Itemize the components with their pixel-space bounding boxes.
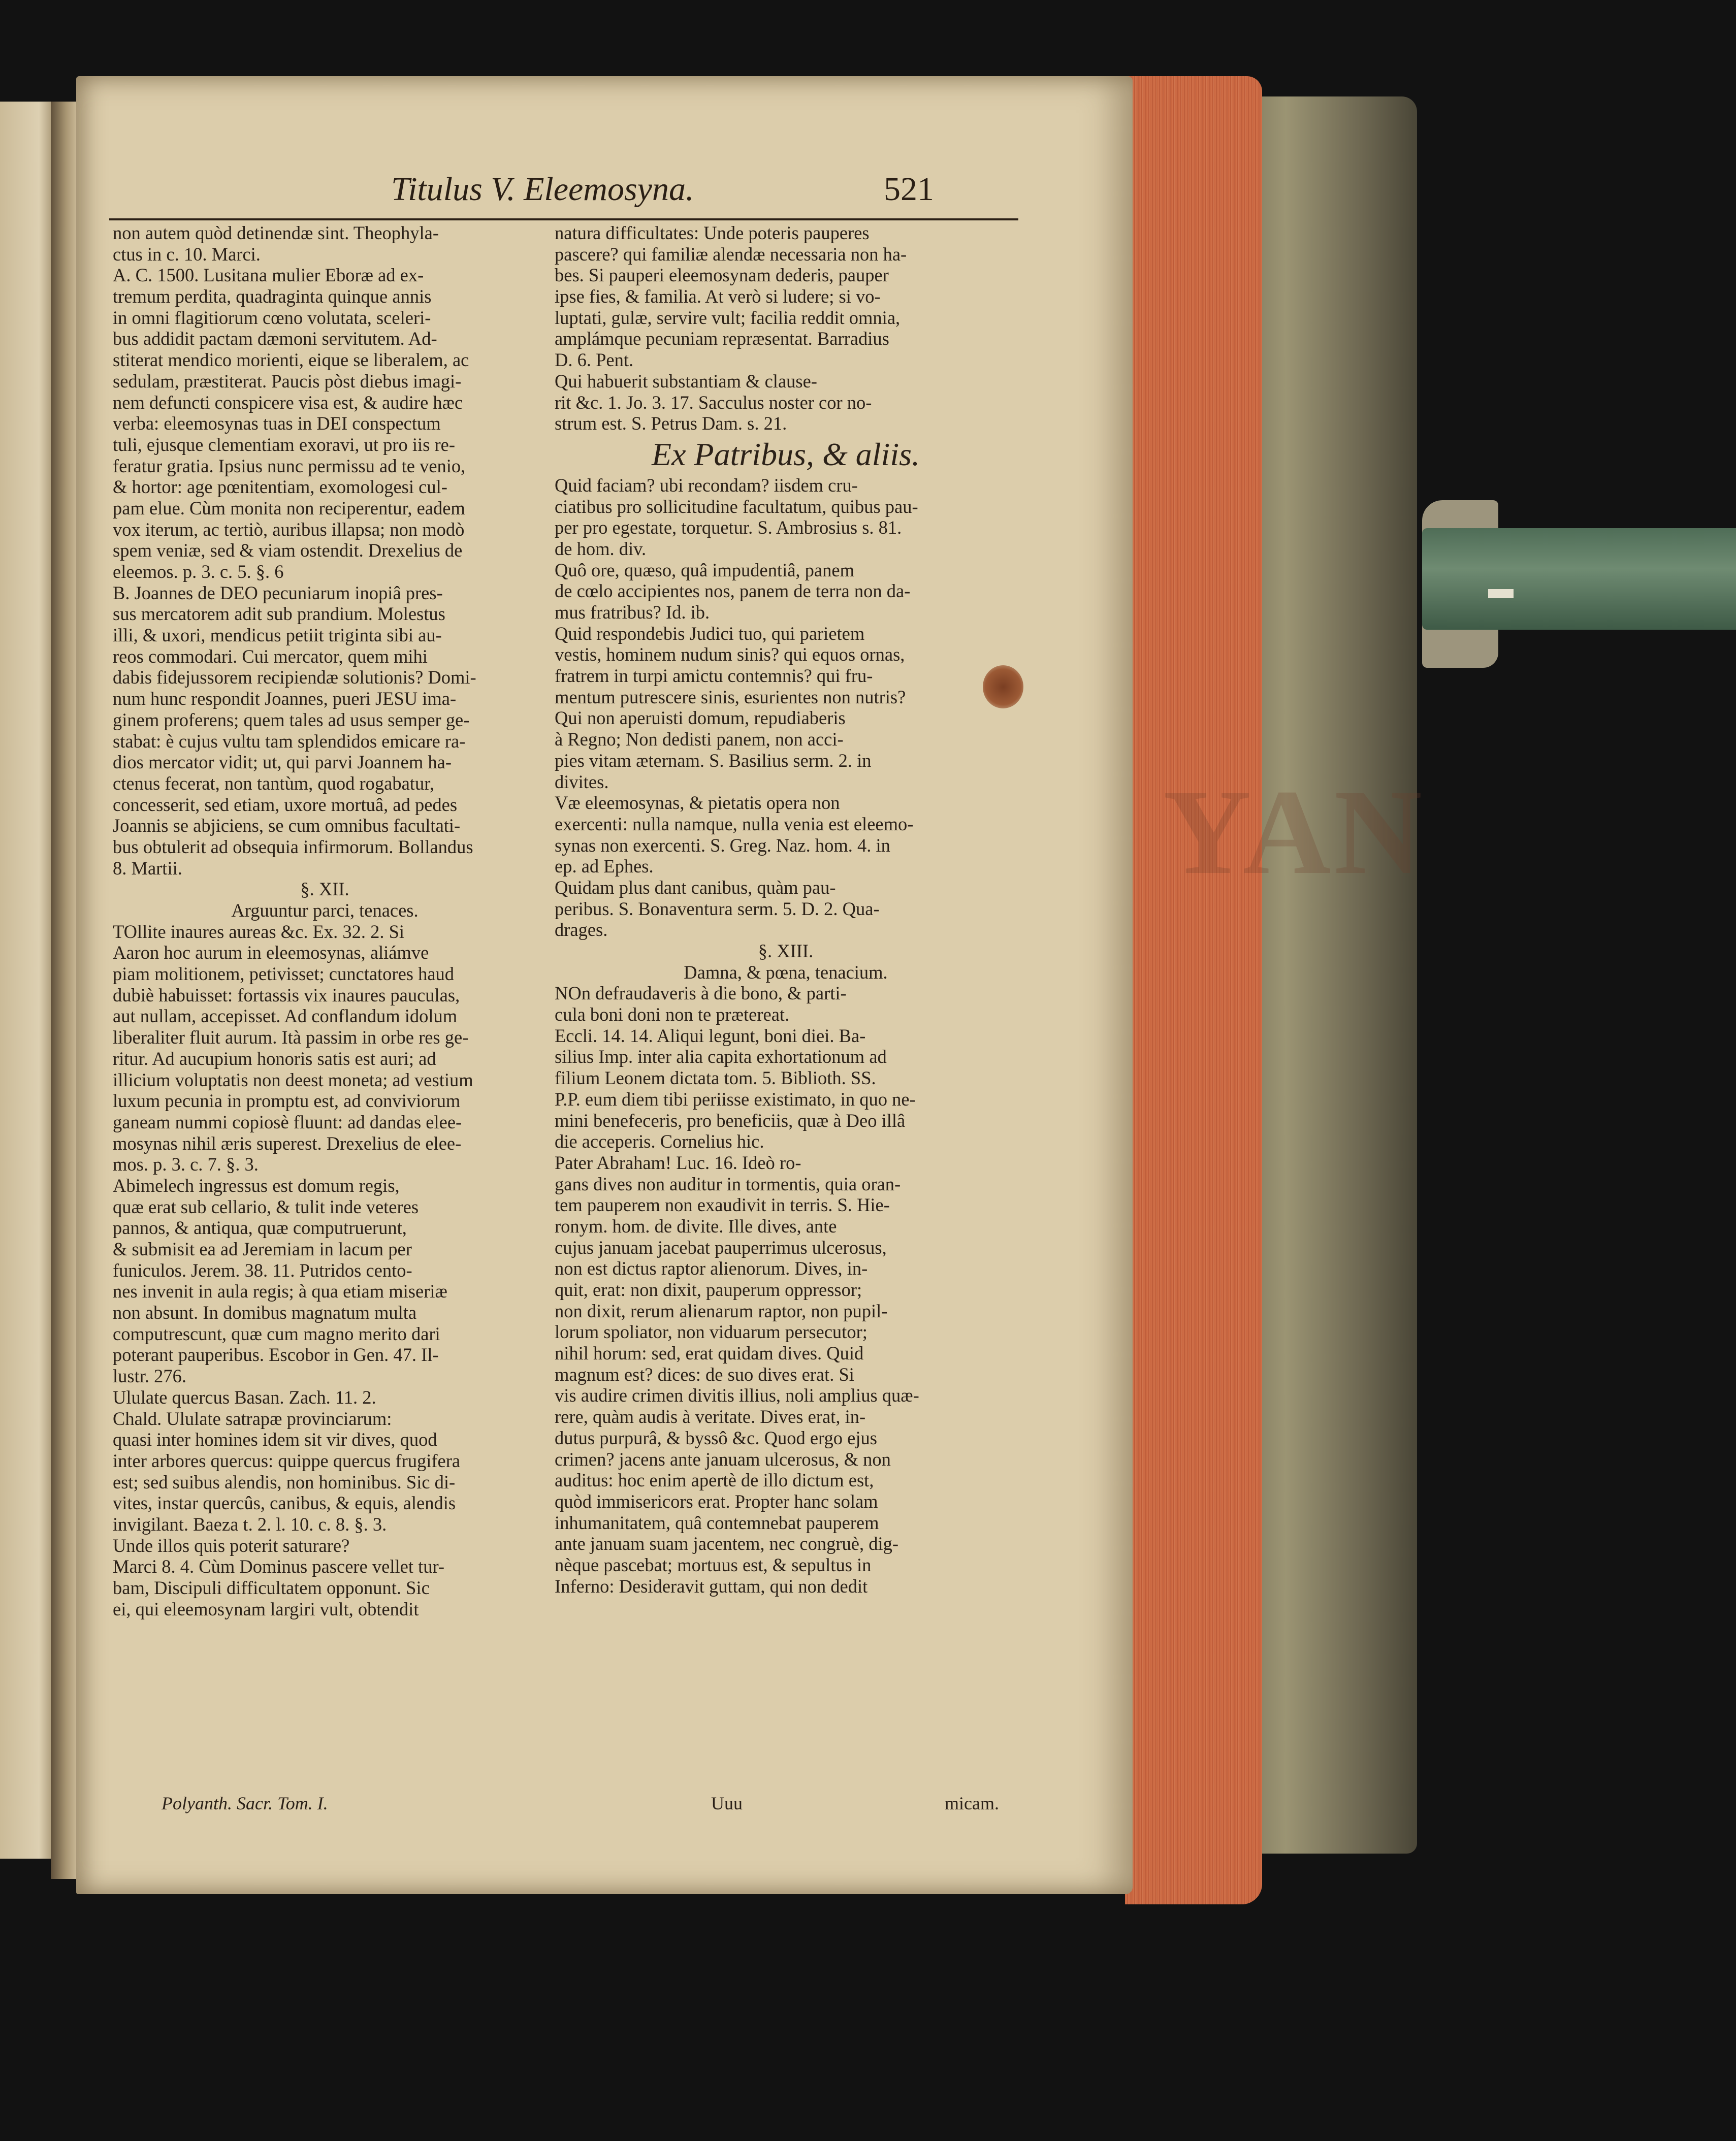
text-line: B. Joannes de DEO pecuniarum inopiâ pres- (113, 582, 443, 603)
catchword: micam. (945, 1793, 999, 1813)
text-line: sedulam, præstiterat. Paucis pòst diebus imagi- (113, 370, 462, 392)
text-line: Ululate quercus Basan. Zach. 11. 2. (113, 1386, 376, 1408)
text-line: Aaron hoc aurum in eleemosynas, aliámve (113, 942, 429, 963)
text-line: spem veniæ, sed & viam ostendit. Drexelius de (113, 540, 463, 561)
text-line: de hom. div. (555, 538, 647, 559)
text-line: luxum pecunia in promptu est, ad conviviorum (113, 1090, 461, 1112)
text-line: gans dives non auditur in tormentis, quia oran- (555, 1173, 901, 1194)
text-line: Arguuntur parci, tenaces. (231, 900, 419, 921)
text-line: in omni flagitiorum cœno volutata, sceleri- (113, 307, 431, 328)
text-line: inter arbores quercus: quippe quercus frugifera (113, 1450, 461, 1471)
text-line: natura difficultates: Unde poteris pauperes (555, 222, 870, 243)
text-line: & submisit ea ad Jeremiam in lacum per (113, 1239, 412, 1259)
text-line: vis audire crimen divitis illius, noli amplius quæ- (555, 1385, 919, 1406)
text-line: filium Leonem dictata tom. 5. Biblioth. SS. (555, 1067, 876, 1089)
text-line: P.P. eum diem tibi periisse existimato, in quo ne- (555, 1088, 916, 1110)
text-line: Quidam plus dant canibus, quàm pau- (555, 877, 836, 898)
text-line: Pater Abraham! Luc. 16. Ideò ro- (555, 1152, 801, 1173)
text-line: ciatibus pro sollicitudine facultatum, quibus pau- (555, 496, 918, 517)
facing-page-edge (0, 102, 56, 1859)
text-line: stiterat mendico morienti, eique se liberalem, ac (113, 349, 469, 371)
text-line: magnum est? dices: de suo dives erat. Si (555, 1364, 854, 1385)
text-line: dabis fidejussorem recipiendæ solutionis? Domi- (113, 667, 476, 688)
text-line: Joannis se abjiciens, se cum omnibus facultati- (113, 815, 461, 836)
red-fore-edge (1125, 76, 1262, 1904)
text-line: ante januam suam jacentem, nec congruè, dig- (555, 1533, 898, 1554)
text-line: pies vitam æternam. S. Basilius serm. 2. in (555, 750, 872, 771)
text-line: funiculos. Jerem. 38. 11. Putridos cento- (113, 1259, 412, 1281)
text-line: invigilant. Baeza t. 2. l. 10. c. 8. §. 3. (113, 1513, 387, 1535)
brass-clasp (1422, 528, 1736, 630)
text-line: ctus in c. 10. Marci. (113, 243, 261, 265)
text-line: crimen? jacens ante januam ulcerosus, & non (555, 1448, 891, 1470)
text-line: Quid respondebis Judici tuo, qui parietem (555, 623, 865, 644)
text-line: quæ erat sub cellario, & tulit inde veteres (113, 1196, 419, 1217)
text-line: divites. (555, 771, 609, 792)
text-line: mentum putrescere sinis, esurientes non nutris? (555, 686, 906, 707)
text-line: ronym. hom. de divite. Ille dives, ante (555, 1215, 837, 1237)
clasp-hole (1488, 589, 1514, 598)
text-line: fratrem in turpi amictu contemnis? qui fru- (555, 665, 873, 687)
text-line: illicium voluptatis non deest moneta; ad vestium (113, 1069, 473, 1090)
text-line: dutus purpurâ, & byssô &c. Quod ergo ejus (555, 1427, 877, 1448)
text-line: inhumanitatem, quâ contemnebat pauperem (555, 1512, 879, 1533)
text-line: NOn defraudaveris à die bono, & parti- (555, 983, 847, 1004)
text-line: dios mercator vidit; ut, qui parvi Joannem ha- (113, 752, 452, 773)
text-line: ritur. Ad aucupium honoris satis est auri; ad (113, 1048, 436, 1069)
text-line: nes invenit in aula regis; à qua etiam miseriæ (113, 1281, 447, 1302)
text-line: illi, & uxori, mendicus petiit triginta sibi au- (113, 625, 442, 646)
text-line: stabat: è cujus vultu tam splendidos emicare ra- (113, 730, 466, 752)
text-line: non autem quòd detinendæ sint. Theophyla- (113, 222, 439, 243)
text-line: Eccli. 14. 14. Aliqui legunt, boni diei. Ba- (555, 1025, 866, 1046)
page-number: 521 (884, 171, 934, 208)
text-line: ganeam nummi copiosè fluunt: ad dandas elee- (113, 1111, 462, 1132)
text-line: vites, instar quercûs, canibus, & equis, alendis (113, 1493, 456, 1514)
text-line: rere, quàm audis à veritate. Dives erat, in- (555, 1406, 866, 1428)
text-line: ctenus fecerat, non tantùm, quod rogabatur, (113, 772, 435, 794)
text-line: strum est. S. Petrus Dam. s. 21. (555, 413, 787, 434)
text-line: computrescunt, quæ cum magno merito dari (113, 1323, 440, 1344)
text-line: piam molitionem, petivisset; cunctatores haud (113, 963, 455, 985)
text-line: mus fratribus? Id. ib. (555, 602, 710, 623)
text-line: tem pauperem non exaudivit in terris. S. Hie- (555, 1194, 890, 1216)
text-line: pannos, & antiqua, quæ computruerunt, (113, 1217, 407, 1239)
text-line: exercenti: nulla namque, nulla venia est eleemo- (555, 813, 914, 834)
signature-mark: Uuu (711, 1793, 743, 1813)
text-line: non est dictus raptor alienorum. Dives, in- (555, 1258, 868, 1279)
text-line: ei, qui eleemosynam largiri vult, obtendit (113, 1598, 419, 1619)
text-line: 8. Martii. (113, 857, 182, 879)
text-line: dubiè habuisset: fortassis vix inaures pauculas, (113, 984, 460, 1005)
text-line: per pro egestate, torquetur. S. Ambrosius s. 81. (555, 517, 902, 538)
text-line: liberaliter fluit aurum. Ità passim in orbe res ge- (113, 1027, 469, 1048)
footer-volume-line: Polyanth. Sacr. Tom. I. (162, 1793, 328, 1813)
text-line: mini benefeceris, pro beneficiis, quæ à Deo illâ (555, 1110, 906, 1131)
text-line: sus mercatorem adit sub prandium. Molestus (113, 603, 445, 625)
text-line: TOllite inaures aureas &c. Ex. 32. 2. Si (113, 921, 405, 942)
text-line: nem defuncti conspicere visa est, & audire hæc (113, 392, 463, 413)
text-line: ep. ad Ephes. (555, 856, 654, 877)
text-line: tremum perdita, quadraginta quinque annis (113, 286, 432, 307)
text-line: Marci 8. 4. Cùm Dominus pascere vellet tur- (113, 1556, 445, 1577)
text-line: Inferno: Desideravit guttam, qui non dedit (555, 1575, 868, 1597)
text-line: auditus: hoc enim apertè de illo dictum est, (555, 1470, 874, 1491)
text-line: amplámque pecuniam repræsentat. Barradius (555, 328, 889, 349)
text-line: cujus januam jacebat pauperrimus ulcerosus, (555, 1237, 887, 1258)
text-line: vox iterum, ac tertiò, auribus illapsa; non modò (113, 518, 465, 540)
text-line: synas non exercenti. S. Greg. Naz. hom. 4. in (555, 834, 890, 856)
text-line: Unde illos quis poterit saturare? (113, 1535, 350, 1556)
running-header: Titulus V. Eleemosyna. (391, 171, 694, 208)
text-line: Væ eleemosynas, & pietatis opera non (555, 792, 840, 814)
offset-ghost-letters: YAN (1163, 764, 1425, 899)
text-line: bam, Discipuli difficultatem opponunt. Sic (113, 1577, 430, 1598)
text-line: ginem proferens; quem tales ad usus semper ge- (113, 709, 470, 730)
header-rule (109, 218, 1018, 220)
text-line: luptati, gulæ, servire vult; facilia reddit omnia, (555, 307, 901, 328)
text-line: bes. Si pauperi eleemosynam dederis, pauper (555, 265, 889, 286)
text-line: drages. (555, 919, 608, 940)
text-column-left (113, 222, 537, 1619)
text-line: quit, erat: non dixit, pauperum oppressor; (555, 1279, 862, 1300)
text-line: pascere? qui familiæ alendæ necessaria non ha- (555, 243, 907, 265)
text-line: Damna, & pœna, tenacium. (684, 961, 888, 983)
text-line: eleemos. p. 3. c. 5. §. 6 (113, 561, 284, 582)
text-line: reos commodari. Cui mercator, quem mihi (113, 645, 428, 667)
text-line: verba: eleemosynas tuas in DEI conspectum (113, 413, 441, 434)
text-line: Chald. Ululate satrapæ provinciarum: (113, 1408, 392, 1429)
text-line: Qui habuerit substantiam & clause- (555, 370, 817, 392)
text-line: vestis, hominem nudum sinis? qui equos ornas, (555, 644, 905, 665)
text-line: Qui non aperuisti domum, repudiaberis (555, 707, 846, 729)
text-line: Quô ore, quæso, quâ impudentiâ, panem (555, 559, 854, 580)
text-line: lorum spoliator, non viduarum persecutor; (555, 1321, 867, 1343)
text-line: de cœlo accipientes nos, panem de terra non da- (555, 580, 911, 602)
text-line: quòd immisericors erat. Propter hanc solam (555, 1490, 878, 1512)
text-line: D. 6. Pent. (555, 349, 634, 371)
text-line: aut nullam, accepisset. Ad conflandum idolum (113, 1005, 458, 1027)
text-line: rit &c. 1. Jo. 3. 17. Sacculus noster cor no- (555, 392, 872, 413)
text-line: non absunt. In domibus magnatum multa (113, 1302, 417, 1323)
text-line: die acceperis. Cornelius hic. (555, 1131, 764, 1152)
text-line: A. C. 1500. Lusitana mulier Eboræ ad ex- (113, 265, 424, 286)
text-line: cula boni doni non te prætereat. (555, 1004, 790, 1025)
text-line: poterant pauperibus. Escobor in Gen. 47. Il- (113, 1344, 439, 1366)
text-line: concesserit, sed etiam, uxore mortuâ, ad pedes (113, 794, 458, 815)
text-line: bus addidit pactam dæmoni servitutem. Ad- (113, 328, 437, 349)
text-line: Abimelech ingressus est domum regis, (113, 1175, 400, 1196)
text-line: lustr. 276. (113, 1366, 187, 1387)
text-line: tuli, ejusque clementiam exoravi, ut pro iis re- (113, 434, 456, 455)
text-line: bus obtulerit ad obsequia infirmorum. Bollandus (113, 836, 473, 857)
text-line: nihil horum: sed, erat quidam dives. Quid (555, 1343, 864, 1364)
text-line: num hunc respondit Joannes, pueri JESU ima- (113, 688, 457, 709)
text-line: quasi inter homines idem sit vir dives, quod (113, 1429, 437, 1450)
text-line: nèque pascebat; mortuus est, & sepultus in (555, 1554, 872, 1575)
text-line: ipse fies, & familia. At verò si ludere; si vo- (555, 286, 881, 307)
text-line: peribus. S. Bonaventura serm. 5. D. 2. Qua- (555, 898, 880, 919)
text-line: non dixit, rerum alienarum raptor, non pupil- (555, 1300, 888, 1321)
text-line: mosynas nihil æris superest. Drexelius de elee- (113, 1132, 462, 1154)
text-line: §. XII. (300, 879, 349, 900)
text-line: Quid faciam? ubi recondam? iisdem cru- (555, 474, 858, 496)
text-line: à Regno; Non dedisti panem, non acci- (555, 729, 844, 750)
text-line: feratur gratia. Ipsius nunc permissu ad te venio, (113, 455, 466, 476)
text-line: & hortor: age pœnitentiam, exomologesi cul- (113, 476, 447, 498)
text-line: pam elue. Cùm monita non reciperentur, eadem (113, 497, 465, 518)
text-line: est; sed suibus alendis, non hominibus. Sic di- (113, 1471, 456, 1493)
text-column-right (555, 222, 1017, 1597)
text-line: silius Imp. inter alia capita exhortationum ad (555, 1046, 887, 1067)
text-line: §. XIII. (758, 940, 814, 961)
text-line: mos. p. 3. c. 7. §. 3. (113, 1154, 259, 1175)
text-line: Ex Patribus, & aliis. (652, 436, 920, 472)
